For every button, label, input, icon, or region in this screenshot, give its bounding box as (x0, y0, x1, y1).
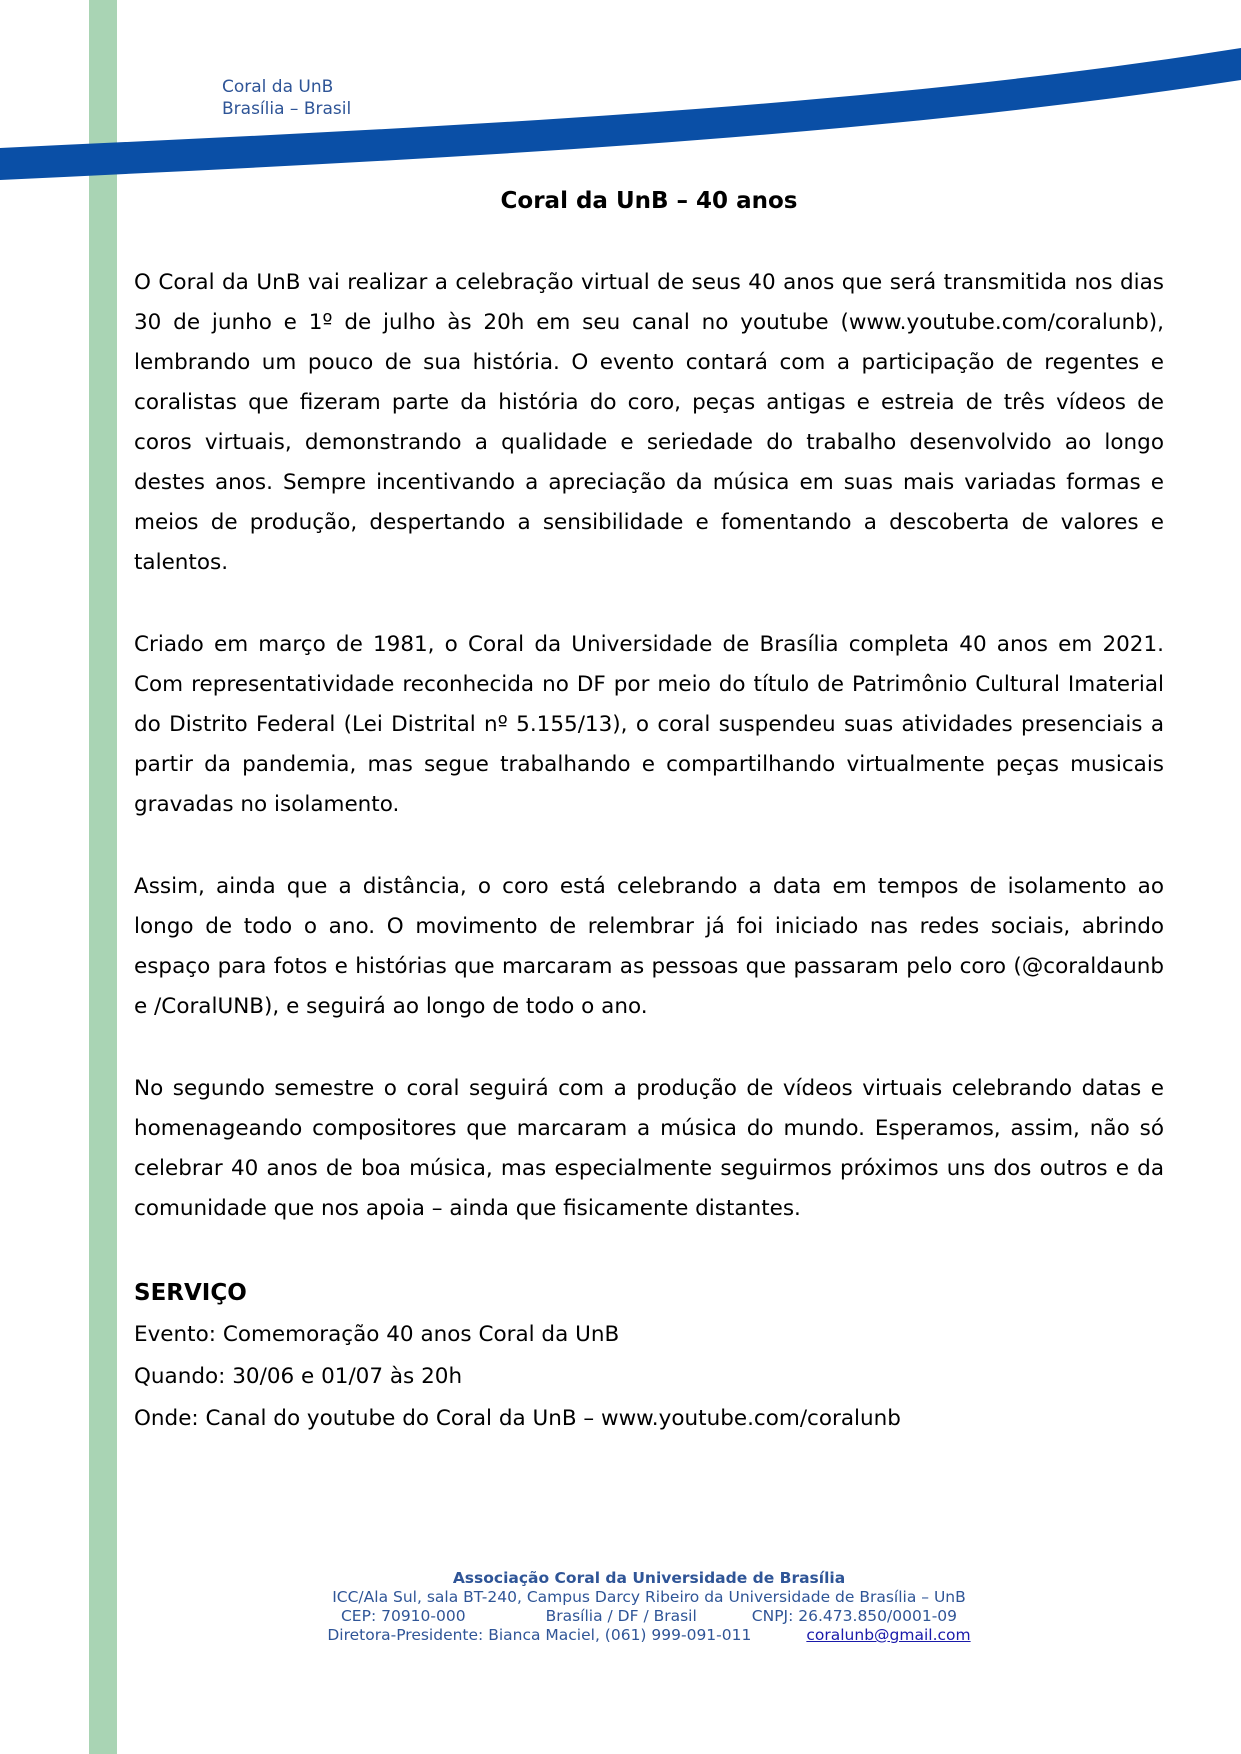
header-org-name: Coral da UnB (222, 77, 334, 97)
footer-city: Brasília / DF / Brasil (545, 1607, 697, 1625)
paragraph-3: Assim, ainda que a distância, o coro está celebrando a data em tempos de isolamento ao longo de todo o ano. O movimento de relembrar já foi iniciado nas redes sociais, abrindo espaço para fotos e histórias que marcaram as pessoas que passaram pelo coro (@coraldaunb e /CoralUNB), e seguirá ao longo de todo o ano. (134, 874, 1164, 1019)
header-blue-swoosh (0, 0, 1241, 200)
document-title: Coral da UnB – 40 anos (500, 188, 798, 214)
service-where: Onde: Canal do youtube do Coral da UnB – www.youtube.com/coralunb (134, 1406, 901, 1431)
paragraph-2: Criado em março de 1981, o Coral da Universidade de Brasília completa 40 anos em 2021. Com representatividade reconhecida no DF por meio do título de Patrimônio Cultural Imaterial do Distrito Federal (Lei Distrital nº 5.155/13), o coral suspendeu suas atividades presenciais a partir da pandemia, mas segue trabalhando e compartilhando virtualmente peças musicais gravadas no isolamento. (134, 632, 1164, 817)
footer-cnpj: CNPJ: 26.473.850/0001-09 (751, 1607, 958, 1625)
service-title: SERVIÇO (134, 1280, 247, 1306)
footer-president-row (134, 1626, 1164, 1645)
footer-cep: CEP: 70910-000 (340, 1607, 466, 1625)
paragraph-1: O Coral da UnB vai realizar a celebração virtual de seus 40 anos que será transmitida nos dias 30 de junho e 1º de julho às 20h em seu canal no youtube (www.youtube.com/coralunb), lembrando um pouco de sua história. O evento contará com a participação de regentes e coralistas que fizeram parte da história do coro, peças antigas e estreia de três vídeos de coros virtuais, demonstrando a qualidade e seriedade do trabalho desenvolvido ao longo destes anos. Sempre incentivando a apreciação da música em suas mais variadas formas e meios de produção, despertando a sensibilidade e fomentando a descoberta de valores e talentos. (134, 270, 1164, 575)
paragraph-4: No segundo semestre o coral seguirá com a produção de vídeos virtuais celebrando datas e homenageando compositores que marcaram a música do mundo. Esperamos, assim, não só celebrar 40 anos de boa música, mas especialmente seguirmos próximos uns dos outros e da comunidade que nos apoia – ainda que fisicamente distantes. (134, 1076, 1164, 1221)
footer-association: Associação Coral da Universidade de Brasília (452, 1569, 846, 1587)
header-organization (222, 76, 351, 120)
service-when: Quando: 30/06 e 01/07 às 20h (134, 1364, 463, 1389)
header-org-location: Brasília – Brasil (222, 99, 352, 119)
footer (134, 1569, 1164, 1645)
document-body (134, 263, 1164, 1271)
footer-contact-row (134, 1607, 1164, 1626)
service-section (134, 1272, 901, 1440)
footer-address: ICC/Ala Sul, sala BT-240, Campus Darcy Ribeiro da Universidade de Brasília – UnB (332, 1588, 966, 1606)
footer-email-link[interactable]: coralunb@gmail.com (806, 1626, 971, 1644)
service-event: Evento: Comemoração 40 anos Coral da UnB (134, 1322, 620, 1347)
left-green-stripe (89, 0, 117, 1754)
footer-president: Diretora-Presidente: Bianca Maciel, (061) 999-091-011 (327, 1626, 752, 1644)
